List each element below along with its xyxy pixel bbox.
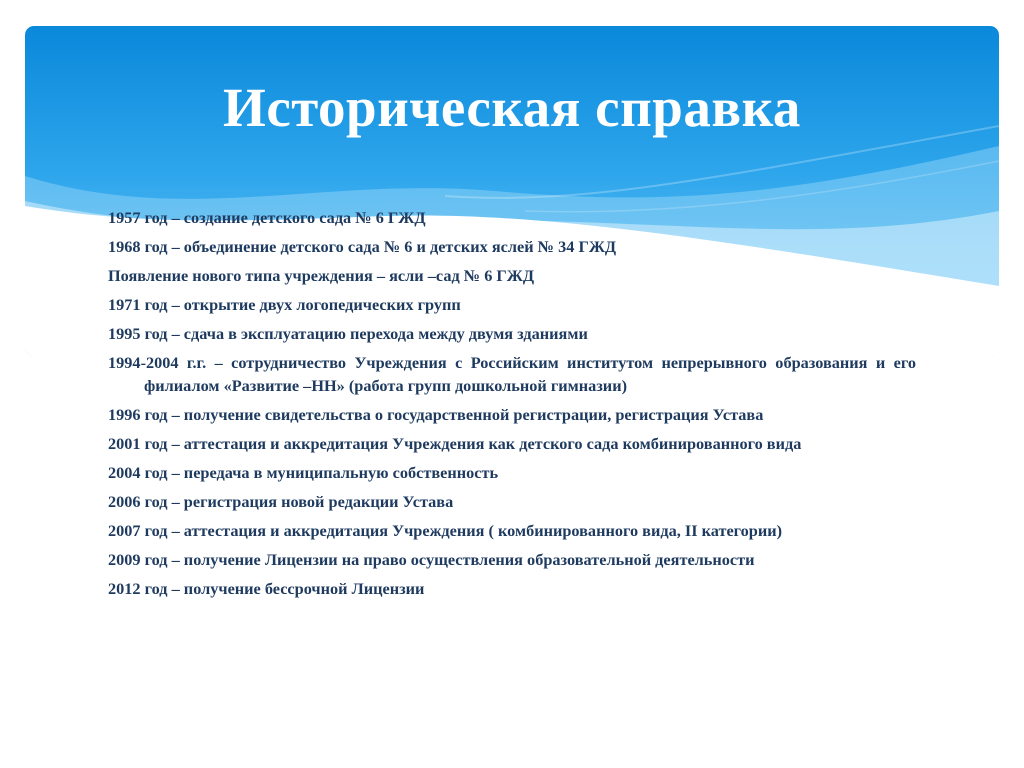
list-item: 2006 год – регистрация новой редакции Устава [108,491,454,511]
history-list [108,207,916,607]
list-item: 1995 год – сдача в эксплуатацию перехода между двумя зданиями [108,324,588,343]
list-item: 1957 год – создание детского сада № 6 ГЖД [108,208,426,227]
list-item: 2004 год – передача в муниципальную собственность [108,462,499,482]
slide-title: Историческая справка [223,77,801,138]
list-item: 1971 год – открытие двух логопедических групп [108,295,461,314]
list-item: 1996 год – получение свидетельства о государственной регистрации, регистрация Устава [108,404,764,424]
list-item: 1968 год – объединение детского сада № 6 и детских яслей № 34 ГЖД [108,237,617,256]
list-item: 1994-2004 г.г. – сотрудничество Учреждения с Российским институтом непрерывного образования и его филиалом «Развитие –НН» (работа групп дошкольной гимназии) [108,353,916,395]
list-item: 2007 год – аттестация и аккредитация Учреждения ( комбинированного вида, II категории) [108,520,783,540]
list-item: Появление нового типа учреждения – ясли –сад № 6 ГЖД [108,266,535,285]
list-item: 2012 год – получение бессрочной Лицензии [108,578,425,598]
list-item: 2009 год – получение Лицензии на право осуществления образовательной деятельности [108,549,755,569]
list-item: 2001 год – аттестация и аккредитация Учреждения как детского сада комбинированного вида [108,433,802,453]
